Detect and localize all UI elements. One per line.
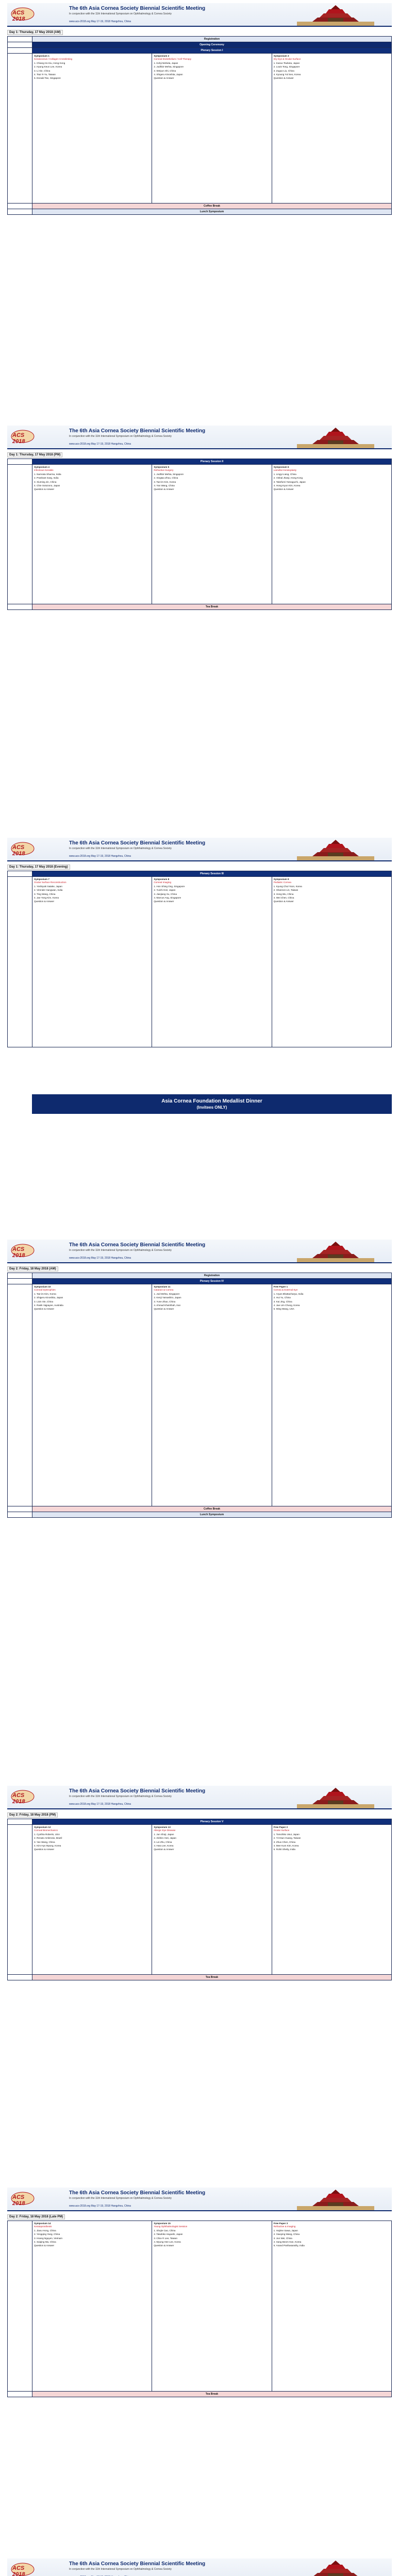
symposium-title: Symposium 15 <box>154 2222 171 2225</box>
talk-item: 3. Li Xie, China <box>34 69 51 72</box>
talk-item: 1. Hon Shing Ong, Singapore <box>154 885 185 888</box>
symposium-cell <box>272 1284 391 1506</box>
talk-item: 2. Yi-Hsun Huang, Taiwan <box>273 1837 301 1840</box>
day-label: Day 2: Friday, 18 May 2018 (Late PM) <box>7 2214 65 2219</box>
break-bar: Tea Break <box>32 1975 391 1980</box>
break-bar: Coffee Break <box>32 204 391 209</box>
time-slot <box>8 1819 32 1824</box>
talk-item: 1. Kyung Chul Yoon, Korea <box>273 885 302 888</box>
talk-item: Question & Answer <box>154 77 174 80</box>
symposia-row <box>8 1284 391 1506</box>
registration-bar: Registration <box>32 1273 391 1278</box>
symposium-subtitle: Cataract & Cornea <box>154 1289 174 1292</box>
plenary-bar-row <box>8 459 391 465</box>
symposium-subtitle: Ocular Surface <box>273 1829 290 1832</box>
symposium-title: Symposium 8 <box>154 878 170 880</box>
conference-logo <box>10 2191 35 2206</box>
talk-item: 3. Chia-Yi Lee, Taiwan <box>154 2236 178 2240</box>
symposium-cell <box>32 2221 152 2391</box>
talk-item: 1. Tomohiko Usui, Japan <box>273 1833 300 1836</box>
symposium-cell <box>272 2221 391 2391</box>
symposium-cell <box>152 1825 272 1974</box>
talk-item: Question & Answer <box>154 2244 174 2247</box>
talk-item: 2. Vishal Jhanji, Hong Kong <box>273 477 303 480</box>
break-bar-row <box>8 2392 391 2397</box>
programme-sheet <box>0 2555 399 2576</box>
logo-text: ACS 2018 <box>12 2194 25 2207</box>
talk-item: 1. Yoshiyuki Satake, Japan <box>34 885 62 888</box>
day-label: Day 1: Thursday, 17 May 2018 (Evening) <box>7 865 70 870</box>
symposium-subtitle: Allergic Eye Disease <box>154 1829 176 1832</box>
symposium-title: Free Paper 1 <box>273 1285 288 1288</box>
conference-logo <box>10 6 35 22</box>
time-slot <box>8 1279 32 1284</box>
logo-text: ACS 2018 <box>12 432 25 445</box>
time-slot <box>8 877 32 1047</box>
symposium-cell <box>152 54 272 203</box>
talk-item: 2. Yuichi Hori, Japan <box>154 889 176 892</box>
talk-item: 1. Kohji Nishida, Japan <box>154 61 178 64</box>
talk-item: 1. Lingyi Liang, China <box>273 472 296 476</box>
symposium-cell <box>272 54 391 203</box>
talk-item: 1. Tae-im Kim, Korea <box>34 1292 56 1295</box>
symposium-cell <box>32 54 152 203</box>
registration-bar: Registration <box>32 37 391 42</box>
banner-website: www.acs-2018.org <box>69 2205 91 2208</box>
programme-sheet <box>0 1783 399 2050</box>
break-bar: Tea Break <box>32 2392 391 2397</box>
talk-item: 4. Rasik Vajpayee, Australia <box>34 1304 63 1307</box>
banner-date-range: May 17-19, 2018 Hangzhou, China <box>91 2205 131 2208</box>
schedule-grid <box>7 1273 392 1518</box>
symposium-cell <box>152 877 272 1047</box>
talk-item: 1. Aryan Bhattacharya, India <box>273 1292 304 1295</box>
talk-item: Question & Answer <box>34 900 55 903</box>
plenary-bar: Plenary Session III <box>32 871 391 876</box>
registration-bar-row <box>8 37 391 42</box>
banner-title: The 6th Asia Cornea Society Biennial Scientific Meeting <box>69 1242 206 1248</box>
time-slot <box>8 48 32 53</box>
symposium-title: Symposium 2 <box>154 55 170 57</box>
talk-item: 4. Kim Hyo Myung, Korea <box>34 1844 61 1848</box>
time-slot <box>8 1975 32 1980</box>
talk-item: 1. Jiaxu Hong, China <box>34 2229 56 2232</box>
time-slot <box>8 2392 32 2397</box>
symposium-subtitle: Cornea & External Eye <box>273 1289 298 1292</box>
programme-sheet <box>0 1236 399 1577</box>
talk-item: 4. Shigeru Kinoshita, Japan <box>154 73 183 76</box>
talk-item: 3. Tae-im Kim, Korea <box>154 480 176 483</box>
talk-item: 3. Takefumi Yamaguchi, Japan <box>273 480 306 483</box>
talk-item: 3. Hoang Nguyen, Vietnam <box>34 2236 63 2240</box>
symposium-subtitle: Ocular Surface Reconstruction <box>34 881 66 884</box>
conference-banner <box>7 2188 392 2211</box>
programme-sheet <box>0 835 399 1123</box>
banner-date-range: May 17-19, 2018 Hangzhou, China <box>91 855 131 858</box>
symposium-title: Free Paper 2 <box>273 1826 288 1828</box>
symposium-subtitle: Refractive Surgery <box>154 469 174 472</box>
talk-item: Question & Answer <box>154 1848 174 1851</box>
banner-website: www.acs-2018.org <box>69 855 91 858</box>
talk-item: 3. Yune Zhao, China <box>154 1300 176 1303</box>
talk-item: 3. Weiyun Shi, China <box>154 69 176 72</box>
conference-banner <box>7 838 392 861</box>
time-slot <box>8 604 32 609</box>
talk-item: 1. Jun Shoji, Japan <box>154 1833 174 1836</box>
talk-item: 2. Takahiko Hayashi, Japan <box>154 2233 183 2236</box>
talk-item: 2. Renato Ambrosio, Brazil <box>34 1837 62 1840</box>
symposium-cell <box>152 465 272 604</box>
schedule-grid <box>7 459 392 610</box>
schedule-grid <box>7 36 392 215</box>
talk-item: 4. Ahmad Kheirkhah, Iran <box>154 1304 181 1307</box>
symposium-title: Symposium 6 <box>273 466 289 468</box>
talk-item: Question & Answer <box>34 1308 55 1311</box>
conference-banner <box>7 426 392 449</box>
break-bar-row <box>8 1506 391 1512</box>
time-slot <box>8 1273 32 1278</box>
talk-item: 1. Chiang Ho Kiu, Hong Kong <box>34 61 65 64</box>
time-slot <box>8 1512 32 1517</box>
talk-item: 1. Kazuo Tsubota, Japan <box>273 61 300 64</box>
day-label: Day 2: Friday, 18 May 2018 (PM) <box>7 1812 58 1818</box>
symposia-row <box>8 2221 391 2392</box>
symposium-cell <box>32 465 152 604</box>
plenary-bar-row <box>8 48 391 54</box>
plenary-bar-row <box>8 1819 391 1825</box>
talk-item: Question & Answer <box>34 1848 55 1851</box>
symposium-subtitle: Infectious Keratitis <box>34 469 54 472</box>
talk-item: 3. Lixin Xie, China <box>34 1300 54 1303</box>
symposium-subtitle: Pediatric Cornea <box>273 881 291 884</box>
talk-item: 1. Namrata Sharma, India <box>34 472 61 476</box>
talk-item: 5. Anand Parthasarathy, India <box>273 2244 305 2247</box>
pagoda-illustration <box>297 2189 374 2210</box>
talk-item: Question & Answer <box>154 1308 174 1311</box>
talk-item: 5. Rohit Shetty, India <box>273 1848 295 1851</box>
talk-item: 2. Shannon Lin, Taiwan <box>273 889 298 892</box>
symposium-title: Symposium 11 <box>154 1285 171 1288</box>
plenary-bar-row <box>8 1279 391 1284</box>
symposium-subtitle: Corneal Biomechanics <box>34 1829 58 1832</box>
banner-website: www.acs-2018.org <box>69 1803 91 1806</box>
conference-banner <box>7 1786 392 1809</box>
talk-item: 2. Shigeru Kinoshita, Japan <box>34 1296 63 1299</box>
banner-date-range: May 17-19, 2018 Hangzhou, China <box>91 443 131 446</box>
banner-subtitle: In conjunction with the 11th International Symposium on Ophthalmology & Cornea Society <box>69 1249 172 1252</box>
break-bar-row <box>8 204 391 209</box>
banner-title: The 6th Asia Cornea Society Biennial Scientific Meeting <box>69 2190 206 2196</box>
pagoda-illustration <box>297 2560 374 2576</box>
day-label: Day 2: Friday, 18 May 2018 (AM) <box>7 1266 58 1272</box>
talk-item: 3. Zhuo Chen, China <box>273 1840 296 1843</box>
symposium-subtitle: Keratoprosthesis <box>34 2225 52 2228</box>
talk-item: 4. Marcus Ang, Singapore <box>154 896 181 900</box>
time-slot <box>8 42 32 47</box>
plenary-bar: Plenary Session I <box>32 48 391 53</box>
conference-banner <box>7 3 392 27</box>
talk-item: 5. Ming Wang, USA <box>273 1308 294 1311</box>
symposium-subtitle: Corneal Dystrophies <box>34 1289 56 1292</box>
talk-item: Question & Answer <box>34 2244 55 2247</box>
talk-item: 3. Hong Wu, China <box>273 892 294 895</box>
registration-bar-row <box>8 1273 391 1279</box>
break-bar-row <box>8 604 391 609</box>
banner-title: The 6th Asia Cornea Society Biennial Scientific Meeting <box>69 6 206 11</box>
banner-title: The 6th Asia Cornea Society Biennial Scientific Meeting <box>69 428 206 434</box>
talk-item: 3. Jianjiang Xu, China <box>154 892 177 895</box>
logo-text: ACS 2018 <box>12 1246 25 1259</box>
programme-sheet <box>0 422 399 680</box>
talk-item: 4. Jae Lim Chung, Korea <box>273 1304 300 1307</box>
time-slot <box>8 1284 32 1506</box>
symposium-title: Free Paper 3 <box>273 2222 288 2225</box>
symposium-cell <box>32 1284 152 1506</box>
talk-item: 1. Cynthia Roberts, USA <box>34 1833 60 1836</box>
time-slot <box>8 204 32 209</box>
logo-text: ACS 2018 <box>12 2565 25 2576</box>
banner-dates <box>69 20 131 23</box>
time-slot <box>8 1825 32 1974</box>
conference-logo <box>10 2562 35 2576</box>
banner-dates <box>69 855 131 858</box>
pagoda-illustration <box>297 839 374 860</box>
time-slot <box>8 2221 32 2391</box>
banner-dates <box>69 443 131 446</box>
opening-bar-row <box>8 42 391 48</box>
time-slot <box>8 465 32 604</box>
schedule-grid <box>7 2221 392 2397</box>
talk-item: 3. Yan Wang, China <box>34 1840 55 1843</box>
symposium-title: Symposium 3 <box>273 55 289 57</box>
banner-dates <box>69 1803 131 1806</box>
logo-text: ACS 2018 <box>12 844 25 857</box>
day-label: Day 1: Thursday, 17 May 2018 (AM) <box>7 30 63 35</box>
symposium-title: Symposium 10 <box>34 1285 51 1288</box>
time-slot <box>8 54 32 203</box>
lunch-bar: Lunch Symposium <box>32 1512 391 1517</box>
talk-item: Question & Answer <box>154 488 174 491</box>
talk-item: Question & Answer <box>154 900 174 903</box>
symposium-title: Symposium 1 <box>34 55 49 57</box>
talk-item: Question & Answer <box>273 77 294 80</box>
schedule-grid <box>7 871 392 1047</box>
talk-item: 3. Xiuming Jin, China <box>34 480 57 483</box>
programme-sheet <box>0 0 399 268</box>
time-slot <box>8 37 32 42</box>
talk-item: 2. Akihiro Hori, Japan <box>154 1837 176 1840</box>
talk-item: Question & Answer <box>273 900 294 903</box>
talk-item: 4. Chie Sotozono, Japan <box>34 484 60 487</box>
break-bar: Coffee Break <box>32 1506 391 1512</box>
symposia-row <box>8 877 391 1047</box>
logo-text: ACS 2018 <box>12 1792 25 1805</box>
talk-item: 2. Jodhbir Mehta, Singapore <box>154 65 184 69</box>
symposium-cell <box>152 2221 272 2391</box>
symposium-cell <box>32 877 152 1047</box>
talk-item: 2. Hyung Keun Lee, Korea <box>34 65 62 69</box>
symposium-cell <box>32 1825 152 1974</box>
banner-subtitle: In conjunction with the 11th International Symposium on Ophthalmology & Cornea Society <box>69 2568 172 2571</box>
banner-date-range: May 17-19, 2018 Hangzhou, China <box>91 20 131 23</box>
talk-item: 2. Xingtao Zhou, China <box>154 477 178 480</box>
symposium-cell <box>152 1284 272 1506</box>
time-slot <box>8 871 32 876</box>
symposium-subtitle: Corneal Endothelium / Cell Therapy <box>154 58 192 61</box>
talk-item: 4. Yan Wang, China <box>154 484 175 487</box>
talk-item: Question & Answer <box>34 488 55 491</box>
banner-title: The 6th Asia Cornea Society Biennial Scientific Meeting <box>69 840 206 846</box>
talk-item: 5. Donald Tan, Singapore <box>34 77 61 80</box>
conference-logo <box>10 841 35 856</box>
banner-subtitle: In conjunction with the 11th International Symposium on Ophthalmology & Cornea Society <box>69 847 172 850</box>
symposia-row <box>8 1825 391 1975</box>
symposium-title: Symposium 12 <box>34 1826 51 1828</box>
break-bar-row <box>8 1975 391 1980</box>
logo-text: ACS 2018 <box>12 10 25 22</box>
talk-item: 4. Sang Beom Han, Korea <box>273 2241 302 2244</box>
banner-date-range: May 17-19, 2018 Hangzhou, China <box>91 1803 131 1806</box>
lunch-bar-row <box>8 1512 391 1517</box>
symposia-row <box>8 54 391 204</box>
conference-banner <box>7 2558 392 2576</box>
talk-item: 3. Zuguo Liu, China <box>273 69 294 72</box>
symposium-title: Symposium 14 <box>34 2222 51 2225</box>
conference-logo <box>10 1243 35 1258</box>
banner-dates <box>69 1257 131 1260</box>
talk-item: 1. Jod Mehta, Singapore <box>154 1292 180 1295</box>
banner-date-range: May 17-19, 2018 Hangzhou, China <box>91 1257 131 1260</box>
talk-item: 4. Kyoung Yul Seo, Korea <box>273 73 301 76</box>
dinner-subtitle: (Invitees ONLY) <box>196 1105 227 1110</box>
talk-item: 4. Hong Kyun Kim, Korea <box>273 484 301 487</box>
banner-subtitle: In conjunction with the 11th International Symposium on Ophthalmology & Cornea Society <box>69 12 172 15</box>
banner-subtitle: In conjunction with the 11th International Symposium on Ophthalmology & Cornea Society <box>69 435 172 438</box>
symposium-title: Symposium 13 <box>154 1826 171 1828</box>
talk-item: 2. Yongqing Yang, China <box>34 2233 60 2236</box>
programme-sheet <box>0 2184 399 2473</box>
pagoda-illustration <box>297 1787 374 1808</box>
talk-item: Question & Answer <box>273 488 294 491</box>
plenary-bar: Plenary Session IV <box>32 1279 391 1284</box>
banner-subtitle: In conjunction with the 11th International Symposium on Ophthalmology & Cornea Society <box>69 1795 172 1798</box>
symposium-subtitle: Dry Eye & Ocular Surface <box>273 58 301 61</box>
talk-item: 2. Louis Tong, Singapore <box>273 65 300 69</box>
opening-bar: Opening Ceremony <box>32 42 391 47</box>
symposium-cell <box>272 1825 391 1974</box>
talk-item: 4. Jae Yong Kim, Korea <box>34 896 59 900</box>
lunch-bar-row <box>8 209 391 214</box>
symposium-subtitle: Keratoconus / Collagen Crosslinking <box>34 58 73 61</box>
talk-item: 1. Hajime Sawa, Japan <box>273 2229 298 2232</box>
pagoda-illustration <box>297 427 374 448</box>
talk-item: 3. Ting Wang, China <box>34 892 56 895</box>
talk-item: 1. Shujie Cao, China <box>154 2229 176 2232</box>
time-slot <box>8 1506 32 1512</box>
banner-title: The 6th Asia Cornea Society Biennial Scientific Meeting <box>69 1788 206 1794</box>
symposium-cell <box>272 465 391 604</box>
banner-dates <box>69 2205 131 2208</box>
talk-item: 2. Xiaoying Wang, China <box>273 2233 300 2236</box>
talk-item: 4. Wei Chen, China <box>273 896 294 900</box>
conference-logo <box>10 429 35 444</box>
conference-logo <box>10 1789 35 1804</box>
talk-item: 4. Tsai Yi-Yu, Taiwan <box>34 73 56 76</box>
pagoda-illustration <box>297 1241 374 1262</box>
symposia-row <box>8 465 391 604</box>
talk-item: 3. Lei Zhu, China <box>154 1840 172 1843</box>
talk-item: 3. Jun Wei, China <box>273 2236 292 2240</box>
talk-item: 4. Hwa Lee, Korea <box>154 1844 174 1848</box>
schedule-grid <box>7 1819 392 1980</box>
symposium-subtitle: Young Ophthalmologist Session <box>154 2225 188 2228</box>
banner-website: www.acs-2018.org <box>69 20 91 23</box>
dinner-title: Asia Cornea Foundation Medallist Dinner <box>161 1098 262 1104</box>
symposium-title: Symposium 5 <box>154 466 170 468</box>
talk-item: 1. Jodhbir Mehta, Singapore <box>154 472 184 476</box>
talk-item: 3. Kai Jing, China <box>273 1300 292 1303</box>
time-slot <box>8 209 32 214</box>
talk-item: 2. Kenji Yamashiro, Japan <box>154 1296 181 1299</box>
plenary-bar: Plenary Session V <box>32 1819 391 1824</box>
conference-banner <box>7 1240 392 1263</box>
talk-item: 4. Mee Kum Kim, Korea <box>273 1844 299 1848</box>
banner-title: The 6th Asia Cornea Society Biennial Scientific Meeting <box>69 2561 206 2567</box>
symposium-title: Symposium 4 <box>34 466 49 468</box>
lunch-bar: Lunch Symposium <box>32 209 391 214</box>
symposium-subtitle: Lamellar Keratoplasty <box>273 469 297 472</box>
day-label: Day 1: Thursday, 17 May 2018 (PM) <box>7 452 62 457</box>
symposium-cell <box>272 877 391 1047</box>
plenary-bar-row <box>8 871 391 877</box>
dinner-banner <box>32 1094 392 1114</box>
pagoda-illustration <box>297 4 374 26</box>
talk-item: 2. Virender Sangwan, India <box>34 889 63 892</box>
symposium-subtitle: Refractive & Imaging <box>273 2225 296 2228</box>
symposium-subtitle: Corneal Imaging <box>154 881 172 884</box>
time-slot <box>8 459 32 464</box>
break-bar: Tea Break <box>32 604 391 609</box>
symposium-title: Symposium 7 <box>34 878 49 880</box>
symposium-title: Symposium 9 <box>273 878 289 880</box>
plenary-bar: Plenary Session II <box>32 459 391 464</box>
talk-item: 2. Prashant Garg, India <box>34 477 59 480</box>
banner-website: www.acs-2018.org <box>69 1257 91 1260</box>
banner-website: www.acs-2018.org <box>69 443 91 446</box>
banner-subtitle: In conjunction with the 11th International Symposium on Ophthalmology & Cornea Society <box>69 2197 172 2200</box>
talk-item: 4. Saiqing Ma, China <box>34 2241 56 2244</box>
talk-item: 4. Myung Hee Lee, Korea <box>154 2241 181 2244</box>
talk-item: 2. Hui Yu, China <box>273 1296 291 1299</box>
